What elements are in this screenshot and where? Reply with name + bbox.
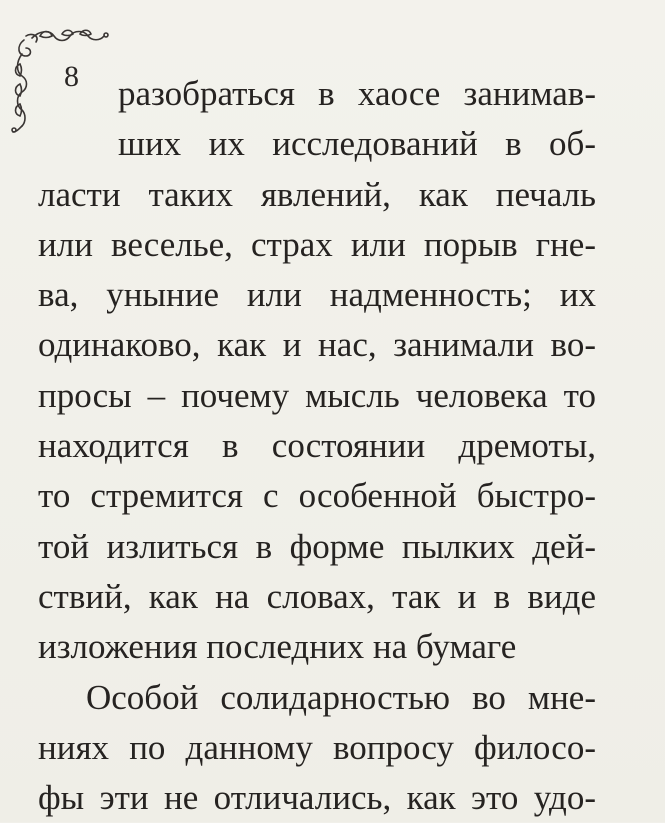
text-line: то стремится с особенной быстро-	[38, 476, 596, 516]
body-text	[38, 69, 596, 823]
text-line: Особой солидарностью во мне-	[86, 677, 596, 717]
text-line: просы – почему мысль человека то	[38, 375, 596, 415]
text-line: разобраться в хаосе занимав-	[118, 74, 596, 113]
text-line: одинаково, как и нас, занимали во-	[38, 325, 596, 365]
page-number: 8	[64, 60, 79, 93]
text-line: ствий, как на словах, так и в виде	[38, 576, 596, 616]
text-line: изложения последних на бумаге	[38, 627, 517, 667]
text-line: ва, уныние или надменность; их	[38, 275, 596, 315]
text-line: или веселье, страх или порыв гне-	[38, 224, 596, 264]
text-line: ниях по данному вопросу филосо-	[38, 727, 596, 767]
text-line: ласти таких явлений, как печаль	[38, 174, 596, 214]
text-line: находится в состоянии дремоты,	[38, 426, 596, 466]
text-line: ших их исследований в об-	[118, 124, 596, 164]
text-line: фы эти не отличались, как это удо-	[38, 778, 596, 818]
text-line: той излиться в форме пылких дей-	[38, 526, 596, 566]
